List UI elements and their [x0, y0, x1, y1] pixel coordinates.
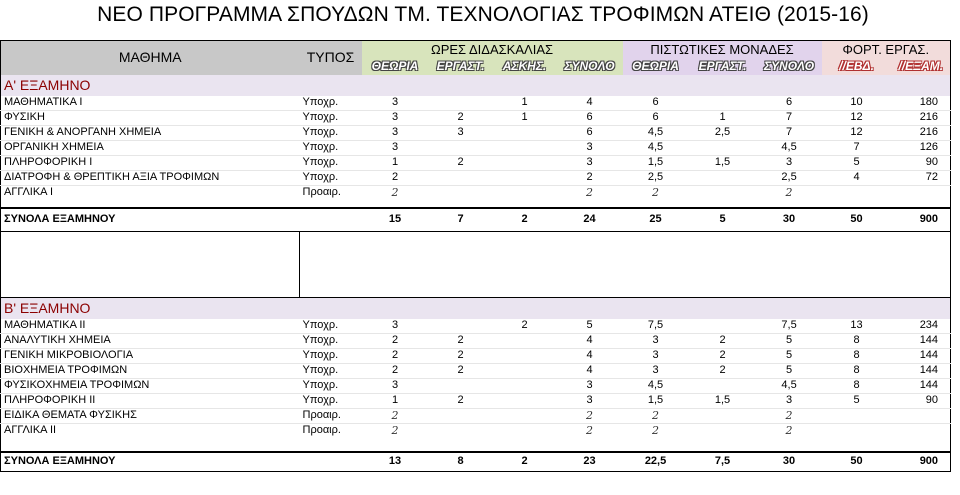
- table-row: [1, 319, 951, 334]
- course-value: 2: [429, 364, 493, 379]
- course-value: [493, 349, 557, 364]
- course-value: 2: [429, 111, 493, 126]
- sub-lab-credits: ΕΡΓΑΣΤ.: [689, 58, 757, 75]
- course-name: ΟΡΓΑΝΙΚΗ ΧΗΜΕΙΑ: [1, 141, 300, 156]
- course-value: 3: [557, 394, 623, 409]
- course-value: 234: [892, 319, 951, 334]
- table-row: [1, 424, 951, 452]
- table-row: [1, 349, 951, 364]
- course-value: 4,5: [623, 141, 689, 156]
- semester-a-total-label: ΣΥΝΟΛΑ ΕΞΑΜΗΝΟΥ: [1, 208, 300, 232]
- course-value: [429, 171, 493, 186]
- semester-a-rows: [1, 96, 951, 208]
- course-type: Υποχρ.: [300, 96, 362, 111]
- course-value: [892, 409, 951, 424]
- course-value: 180: [892, 96, 951, 111]
- course-value: [892, 186, 951, 208]
- course-name: ΜΑΘΗΜΑΤΙΚΑ Ι: [1, 96, 300, 111]
- sub-total-credits: ΣΥΝΟΛΟ: [757, 58, 822, 75]
- semester-b-total-label: ΣΥΝΟΛΑ ΕΞΑΜΗΝΟΥ: [1, 452, 300, 472]
- course-value: 8: [822, 379, 892, 394]
- course-name: ΑΓΓΛΙΚΑ ΙΙ: [1, 424, 300, 452]
- course-value: 1,5: [623, 156, 689, 171]
- table-row: [1, 379, 951, 394]
- spacer-right: [300, 232, 951, 298]
- course-value: 2: [362, 409, 429, 424]
- course-value: 1,5: [623, 394, 689, 409]
- table-row: [1, 156, 951, 171]
- course-value: [493, 171, 557, 186]
- course-value: 13: [822, 319, 892, 334]
- course-value: 90: [892, 156, 951, 171]
- course-name: ΜΑΘΗΜΑΤΙΚΑ ΙΙ: [1, 319, 300, 334]
- table-row: [1, 186, 951, 208]
- course-value: 1: [362, 156, 429, 171]
- course-value: 2,5: [623, 171, 689, 186]
- table-row: [1, 96, 951, 111]
- course-value: 2: [362, 186, 429, 208]
- sub-exercise-hours: ΑΣΚΗΣ.: [493, 58, 557, 75]
- header-hours: ΩΡΕΣ ΔΙΔΑΣΚΑΛΙΑΣ: [362, 41, 623, 58]
- course-value: [822, 424, 892, 452]
- table-row: [1, 394, 951, 409]
- course-value: [822, 186, 892, 208]
- header-credits: ΠΙΣΤΩΤΙΚΕΣ ΜΟΝΑΔΕΣ: [623, 41, 822, 58]
- course-type: Υποχρ.: [300, 126, 362, 141]
- course-value: [493, 186, 557, 208]
- semester-b-total: 23: [557, 452, 623, 472]
- course-value: 3: [557, 156, 623, 171]
- course-value: 5: [822, 394, 892, 409]
- course-value: 4,5: [623, 379, 689, 394]
- course-type: Προαιρ.: [300, 409, 362, 424]
- course-value: [493, 409, 557, 424]
- semester-b-total: 50: [822, 452, 892, 472]
- course-name: ΔΙΑΤΡΟΦΗ & ΘΡΕΠΤΙΚΗ ΑΞΙΑ ΤΡΟΦΙΜΩΝ: [1, 171, 300, 186]
- course-value: [822, 409, 892, 424]
- course-value: 3: [623, 334, 689, 349]
- course-type: Υποχρ.: [300, 171, 362, 186]
- course-value: [689, 319, 757, 334]
- course-value: 6: [557, 126, 623, 141]
- course-value: 2: [362, 424, 429, 452]
- header-course: ΜΑΘΗΜΑ: [1, 41, 300, 75]
- course-value: 7: [822, 141, 892, 156]
- course-value: [429, 319, 493, 334]
- semester-b-label: Β' ΕΞΑΜΗΝΟ: [1, 298, 951, 319]
- semester-b-total: 8: [429, 452, 493, 472]
- semester-a-total: 15: [362, 208, 429, 232]
- course-type: Υποχρ.: [300, 141, 362, 156]
- course-value: 2: [557, 186, 623, 208]
- course-value: 8: [822, 334, 892, 349]
- course-value: [892, 424, 951, 452]
- course-type: Προαιρ.: [300, 424, 362, 452]
- course-type: Υποχρ.: [300, 364, 362, 379]
- course-value: 12: [822, 111, 892, 126]
- course-value: 3: [757, 156, 822, 171]
- course-type: Υποχρ.: [300, 319, 362, 334]
- course-value: 3: [757, 394, 822, 409]
- table-row: [1, 111, 951, 126]
- course-name: ΒΙΟΧΗΜΕΙΑ ΤΡΟΦΙΜΩΝ: [1, 364, 300, 379]
- course-value: 2: [689, 349, 757, 364]
- course-value: 3: [557, 379, 623, 394]
- course-value: [429, 409, 493, 424]
- course-value: 3: [623, 349, 689, 364]
- table-row: [1, 141, 951, 156]
- course-value: 5: [757, 364, 822, 379]
- semester-a-total: 30: [757, 208, 822, 232]
- course-value: 2: [429, 349, 493, 364]
- course-value: 2: [757, 409, 822, 424]
- course-value: 2: [689, 364, 757, 379]
- course-value: 1: [493, 96, 557, 111]
- course-value: 7: [757, 111, 822, 126]
- course-name: ΑΓΓΛΙΚΑ Ι: [1, 186, 300, 208]
- course-name: ΦΥΣΙΚΗ: [1, 111, 300, 126]
- course-value: [493, 424, 557, 452]
- course-value: 144: [892, 364, 951, 379]
- course-value: [429, 424, 493, 452]
- course-value: 3: [429, 126, 493, 141]
- table-row: [1, 334, 951, 349]
- course-value: 2: [557, 424, 623, 452]
- table-row: [1, 171, 951, 186]
- course-value: 4: [557, 334, 623, 349]
- semester-b-total: 22,5: [623, 452, 689, 472]
- semester-b-total: 900: [892, 452, 951, 472]
- course-value: [429, 379, 493, 394]
- semester-a-total: 25: [623, 208, 689, 232]
- course-value: 144: [892, 334, 951, 349]
- table-row: [1, 364, 951, 379]
- course-value: 5: [822, 156, 892, 171]
- course-value: [493, 334, 557, 349]
- semester-a-total: 24: [557, 208, 623, 232]
- course-type: Προαιρ.: [300, 186, 362, 208]
- semester-a-total: 50: [822, 208, 892, 232]
- course-value: 2: [493, 319, 557, 334]
- course-value: 1: [689, 111, 757, 126]
- course-value: 6: [557, 111, 623, 126]
- course-value: 4: [822, 171, 892, 186]
- course-name: ΓΕΝΙΚΗ ΜΙΚΡΟΒΙΟΛΟΓΙΑ: [1, 349, 300, 364]
- semester-b-rows: [1, 319, 951, 452]
- course-type: Υποχρ.: [300, 334, 362, 349]
- course-value: 90: [892, 394, 951, 409]
- course-value: [493, 394, 557, 409]
- sub-total-hours: ΣΥΝΟΛΟ: [557, 58, 623, 75]
- course-value: 3: [362, 379, 429, 394]
- course-value: [689, 424, 757, 452]
- course-value: 7: [757, 126, 822, 141]
- course-value: 2: [429, 156, 493, 171]
- course-value: 216: [892, 111, 951, 126]
- sub-theory-hours: ΘΕΩΡΙΑ: [362, 58, 429, 75]
- course-value: 4,5: [757, 379, 822, 394]
- course-value: [493, 156, 557, 171]
- course-value: [493, 126, 557, 141]
- header-type: ΤΥΠΟΣ: [300, 41, 362, 75]
- course-name: ΠΛΗΡΟΦΟΡΙΚΗ ΙΙ: [1, 394, 300, 409]
- course-value: 4: [557, 349, 623, 364]
- course-value: [689, 171, 757, 186]
- course-value: 2: [362, 334, 429, 349]
- sub-theory-credits: ΘΕΩΡΙΑ: [623, 58, 689, 75]
- course-value: 4: [557, 364, 623, 379]
- course-value: 2: [689, 334, 757, 349]
- semester-a-total: 7: [429, 208, 493, 232]
- semester-b-total: 7,5: [689, 452, 757, 472]
- course-value: 7,5: [623, 319, 689, 334]
- course-value: 4,5: [757, 141, 822, 156]
- course-value: 2: [362, 349, 429, 364]
- course-value: 2: [623, 186, 689, 208]
- course-value: 6: [623, 96, 689, 111]
- course-name: ΑΝΑΛΥΤΙΚΗ ΧΗΜΕΙΑ: [1, 334, 300, 349]
- course-value: 2,5: [757, 171, 822, 186]
- course-value: [689, 141, 757, 156]
- course-value: 5: [757, 334, 822, 349]
- course-value: 144: [892, 379, 951, 394]
- course-value: 2: [557, 409, 623, 424]
- semester-b-total: 13: [362, 452, 429, 472]
- course-value: 5: [557, 319, 623, 334]
- course-value: 3: [362, 319, 429, 334]
- course-value: 8: [822, 349, 892, 364]
- course-value: 1,5: [689, 394, 757, 409]
- course-value: 2,5: [689, 126, 757, 141]
- course-value: 2: [429, 394, 493, 409]
- course-value: [493, 141, 557, 156]
- semester-a-total: 2: [493, 208, 557, 232]
- course-value: 2: [429, 334, 493, 349]
- course-value: 3: [362, 111, 429, 126]
- course-value: [429, 96, 493, 111]
- course-value: 3: [362, 141, 429, 156]
- course-value: [689, 379, 757, 394]
- course-type: Υποχρ.: [300, 156, 362, 171]
- sub-load-week: //ΕΒΔ.: [822, 58, 892, 75]
- course-value: [689, 186, 757, 208]
- course-value: 5: [757, 349, 822, 364]
- sub-lab-hours: ΕΡΓΑΣΤ.: [429, 58, 493, 75]
- semester-b-total: 2: [493, 452, 557, 472]
- semester-b-total: 30: [757, 452, 822, 472]
- course-value: 216: [892, 126, 951, 141]
- course-value: 3: [623, 364, 689, 379]
- course-name: ΠΛΗΡΟΦΟΡΙΚΗ Ι: [1, 156, 300, 171]
- semester-a-label: Α' ΕΞΑΜΗΝΟ: [1, 75, 951, 96]
- course-value: [689, 409, 757, 424]
- course-value: 2: [362, 364, 429, 379]
- course-name: ΓΕΝΙΚΗ & ΑΝΟΡΓΑΝΗ ΧΗΜΕΙΑ: [1, 126, 300, 141]
- course-value: [689, 96, 757, 111]
- course-value: [429, 186, 493, 208]
- course-type: Υποχρ.: [300, 111, 362, 126]
- semester-a-total: 5: [689, 208, 757, 232]
- course-value: 3: [362, 96, 429, 111]
- course-value: 2: [623, 409, 689, 424]
- total-type-blank: [300, 452, 362, 472]
- header-load: ΦΟΡΤ. ΕΡΓΑΣ.: [822, 41, 951, 58]
- course-value: 2: [557, 171, 623, 186]
- course-value: 1: [362, 394, 429, 409]
- course-value: 6: [623, 111, 689, 126]
- course-value: 2: [623, 424, 689, 452]
- total-type-blank: [300, 208, 362, 232]
- course-value: 10: [822, 96, 892, 111]
- table-row: [1, 126, 951, 141]
- spacer-left: [1, 232, 300, 298]
- course-type: Υποχρ.: [300, 349, 362, 364]
- course-value: 2: [362, 171, 429, 186]
- course-value: 6: [757, 96, 822, 111]
- course-name: ΦΥΣΙΚΟΧΗΜΕΙΑ ΤΡΟΦΙΜΩΝ: [1, 379, 300, 394]
- sub-load-semester: //ΕΞΑΜ.: [892, 58, 951, 75]
- table-row: [1, 409, 951, 424]
- course-value: 12: [822, 126, 892, 141]
- course-value: [493, 379, 557, 394]
- course-value: 2: [757, 424, 822, 452]
- course-name: ΕΙΔΙΚΑ ΘΕΜΑΤΑ ΦΥΣΙΚΗΣ: [1, 409, 300, 424]
- course-type: Υποχρ.: [300, 379, 362, 394]
- page-title: ΝΕΟ ΠΡΟΓΡΑΜΜΑ ΣΠΟΥΔΩΝ ΤΜ. ΤΕΧΝΟΛΟΓΙΑΣ ΤΡΟΦΙΜΩΝ ΑΤΕΙΘ (2015-16): [97, 3, 869, 26]
- course-value: 7,5: [757, 319, 822, 334]
- course-value: 2: [757, 186, 822, 208]
- course-value: [493, 364, 557, 379]
- course-value: 3: [362, 126, 429, 141]
- course-value: 4,5: [623, 126, 689, 141]
- course-value: 4: [557, 96, 623, 111]
- course-value: 3: [557, 141, 623, 156]
- course-type: Υποχρ.: [300, 394, 362, 409]
- curriculum-table: [0, 40, 951, 472]
- course-value: 144: [892, 349, 951, 364]
- course-value: 126: [892, 141, 951, 156]
- course-value: 72: [892, 171, 951, 186]
- course-value: [429, 141, 493, 156]
- course-value: 1,5: [689, 156, 757, 171]
- course-value: 8: [822, 364, 892, 379]
- semester-a-total: 900: [892, 208, 951, 232]
- course-value: 1: [493, 111, 557, 126]
